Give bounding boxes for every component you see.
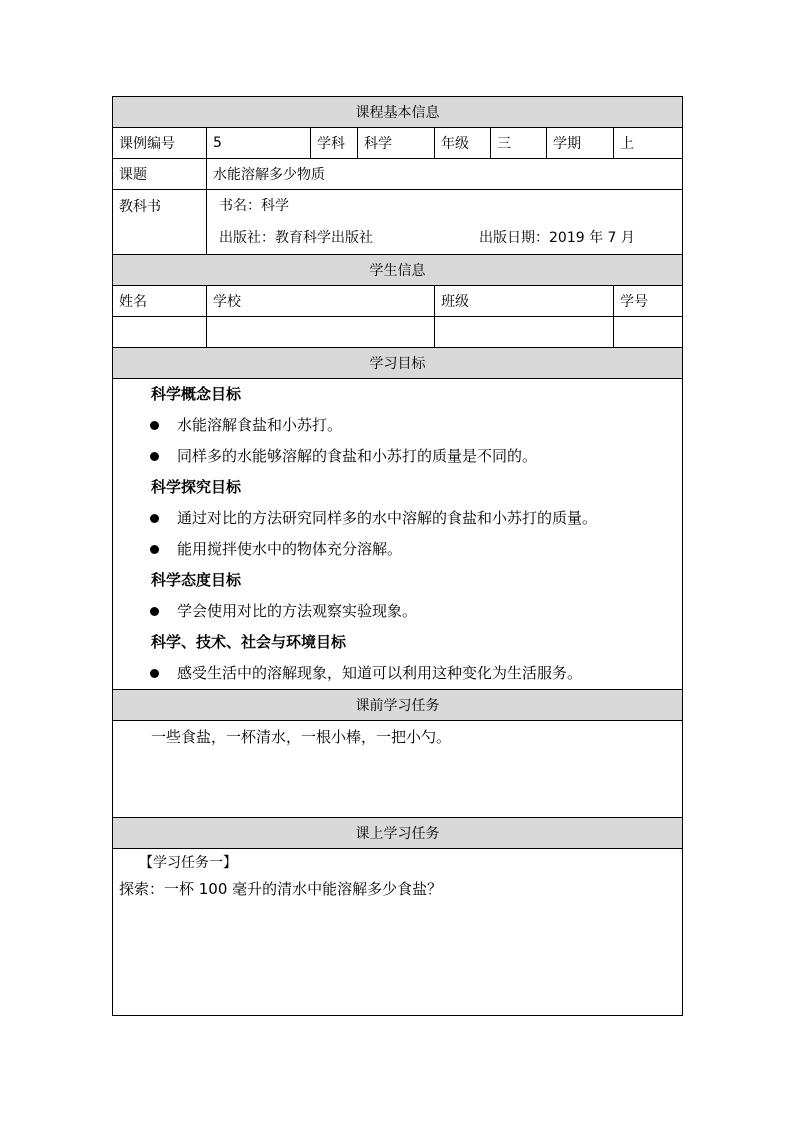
bullet-icon: [150, 514, 159, 523]
grade-value: 三: [491, 128, 547, 159]
goal-item: 水能溶解食盐和小苏打。: [113, 410, 682, 441]
book-info: [207, 190, 683, 255]
case-no-label: 课例编号: [113, 128, 207, 159]
section-header-basic: 课程基本信息: [113, 97, 683, 128]
section-header-student: 学生信息: [113, 255, 683, 286]
section-header-goals: 学习目标: [113, 348, 683, 379]
student-class-label: 班级: [435, 286, 614, 317]
pre-task-cell: [113, 721, 683, 818]
lesson-table: [112, 96, 683, 1016]
student-name-input[interactable]: [113, 317, 207, 348]
student-class-input[interactable]: [435, 317, 614, 348]
book-label: 教科书: [113, 190, 207, 255]
goal-item: 同样多的水能够溶解的食盐和小苏打的质量是不同的。: [113, 441, 682, 472]
book-publisher: 出版社：教育科学出版社: [219, 230, 373, 246]
class-task-cell: [113, 849, 683, 1016]
pre-task-text: 一些食盐，一杯清水，一根小棒，一把小勺。: [151, 728, 452, 746]
goals-cell: [113, 379, 683, 690]
section-header-pre-task: 课前学习任务: [113, 690, 683, 721]
bullet-icon: [150, 607, 159, 616]
bullet-icon: [150, 669, 159, 678]
goal-item: 通过对比的方法研究同样多的水中溶解的食盐和小苏打的质量。: [113, 503, 682, 534]
goal-item: 感受生活中的溶解现象，知道可以利用这种变化为生活服务。: [113, 658, 682, 689]
student-id-label: 学号: [614, 286, 683, 317]
term-value: 上: [614, 128, 683, 159]
task1-text: 探索：一杯 100 毫升的清水中能溶解多少食盐？: [119, 880, 443, 898]
goal-section-title: 科学、技术、社会与环境目标: [151, 633, 347, 651]
goal-section-title: 科学探究目标: [151, 478, 242, 496]
bullet-icon: [150, 545, 159, 554]
book-publisher-row: [213, 222, 676, 254]
student-school-input[interactable]: [207, 317, 435, 348]
student-name-label: 姓名: [113, 286, 207, 317]
student-id-input[interactable]: [614, 317, 683, 348]
book-pub-date: 出版日期：2019 年 7 月: [479, 230, 635, 246]
topic-value: 水能溶解多少物质: [207, 159, 683, 190]
goal-section-title: 科学概念目标: [151, 385, 242, 403]
book-name: 书名：科学: [219, 198, 289, 214]
grade-label: 年级: [435, 128, 491, 159]
student-school-label: 学校: [207, 286, 435, 317]
goal-section-title: 科学态度目标: [151, 571, 242, 589]
goal-item: 学会使用对比的方法观察实验现象。: [113, 596, 682, 627]
section-header-class-task: 课上学习任务: [113, 818, 683, 849]
goal-item: 能用搅拌使水中的物体充分溶解。: [113, 534, 682, 565]
term-label: 学期: [547, 128, 614, 159]
task1-title: 【学习任务一】: [139, 855, 237, 871]
bullet-icon: [150, 452, 159, 461]
subject-value: 科学: [358, 128, 435, 159]
lesson-sheet: [112, 96, 682, 1016]
topic-label: 课题: [113, 159, 207, 190]
case-no-value: 5: [207, 128, 311, 159]
subject-label: 学科: [311, 128, 358, 159]
bullet-icon: [150, 421, 159, 430]
